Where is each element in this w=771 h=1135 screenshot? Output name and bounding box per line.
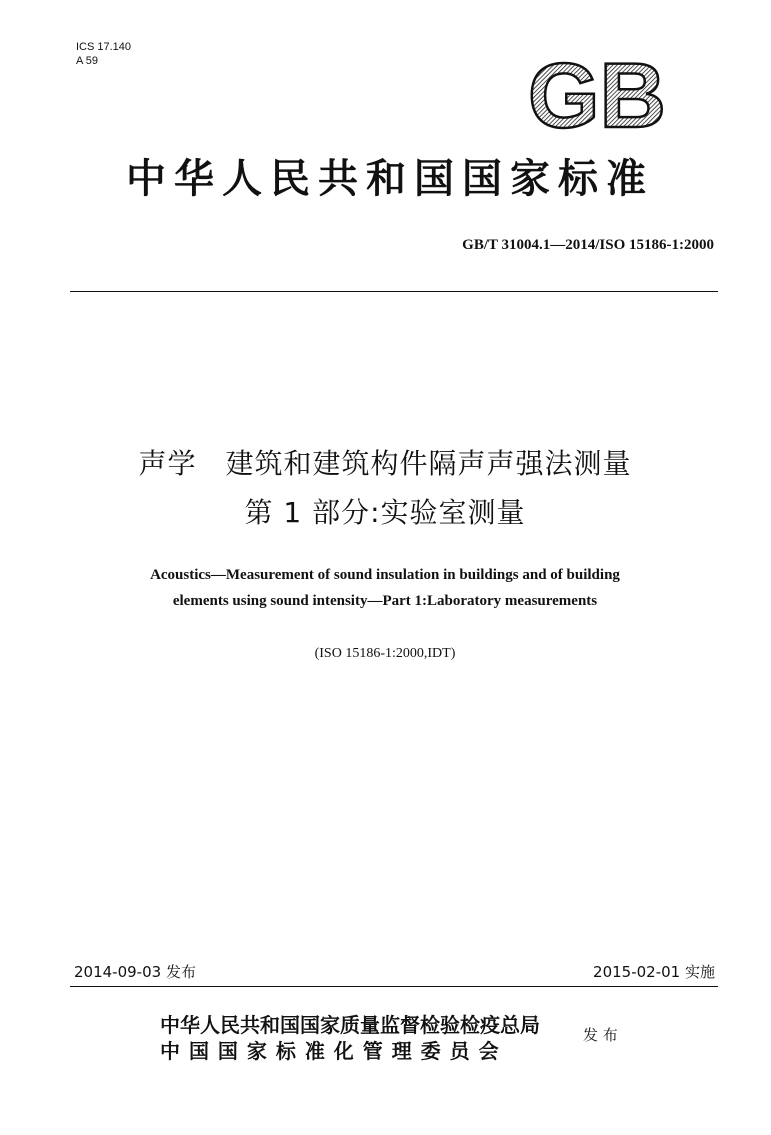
footer-divider <box>70 986 718 987</box>
issuer-sac: 中 国 国 家 标 准 化 管 理 委 员 会 <box>160 1039 500 1063</box>
publish-date: 2014-09-03 发布 <box>74 963 196 981</box>
title-en-line2: elements using sound intensity—Part 1:Laboratory measurements <box>172 593 598 609</box>
standard-heading: 中华人民共和国国家标准 <box>126 155 654 202</box>
title-cn-line2: 第 1 部分:实验室测量 <box>244 496 526 529</box>
standard-number: GB/T 31004.1—2014/ISO 15186-1:2000 <box>462 237 714 253</box>
header-divider <box>70 291 718 292</box>
ics-code: ICS 17.140 <box>76 41 132 53</box>
publish-label: 发 布 <box>583 1026 618 1044</box>
implement-date: 2015-02-01 实施 <box>593 963 715 981</box>
title-en-line1: Acoustics—Measurement of sound insulation in buildings and of building <box>150 567 620 583</box>
gb-logo <box>512 55 682 137</box>
issuer-aqsiq: 中华人民共和国国家质量监督检验检疫总局 <box>160 1013 540 1037</box>
ccs-code: A 59 <box>76 55 99 67</box>
gb-logo-text: GB <box>528 55 666 137</box>
classification-codes <box>76 40 131 68</box>
title-cn-line1: 声学 建筑和建筑构件隔声声强法测量 <box>138 447 632 480</box>
iso-equivalence: (ISO 15186-1:2000,IDT) <box>314 646 456 661</box>
